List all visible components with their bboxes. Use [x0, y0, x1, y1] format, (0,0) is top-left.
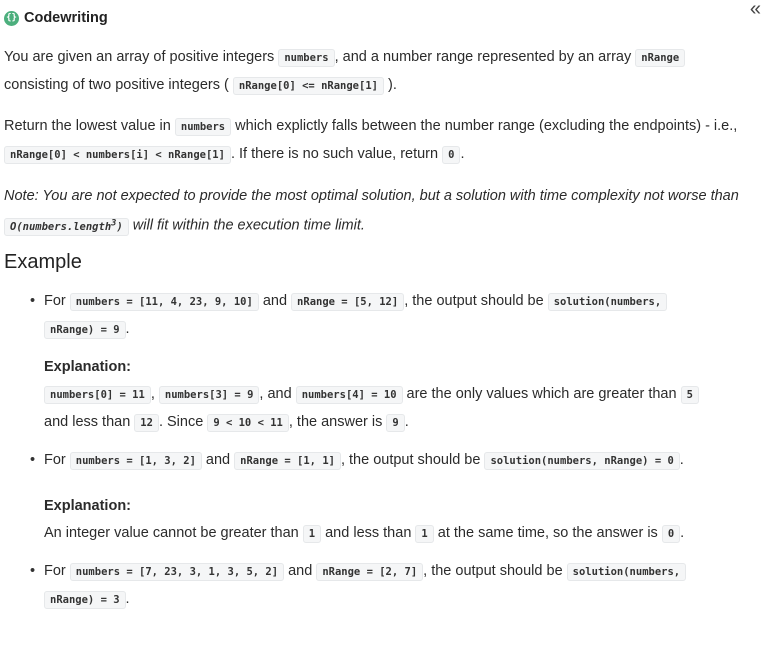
explanation-title: Explanation: — [44, 358, 132, 375]
task-description — [4, 44, 744, 624]
code-inline: numbers = [7, 23, 3, 1, 3, 5, 2] — [70, 563, 284, 581]
header — [4, 8, 108, 28]
list-item: • For numbers = [11, 4, 23, 9, 10] and nRange = [5, 12] , the output should be solution(numbers, nRange) = 9 . Explanation: numbers[0] = 11 , numbers[3] = 9 , and numbers[4] = 10 are the only values which are greater than 5 and less than 12 . Since 9 < 10 < 11 , the answer is 9 . — [30, 288, 744, 437]
list-item: • For numbers = [7, 23, 3, 1, 3, 5, 2] and nRange = [2, 7] , the output should be solution(numbers, nRange) = 3 . — [30, 558, 744, 614]
code-inline: O(numbers.length$^3$) — [4, 218, 129, 236]
code-inline: nRange[0] <= nRange[1] — [233, 77, 384, 95]
example-heading: Example — [4, 250, 82, 273]
code-inline: numbers — [175, 118, 231, 136]
code-inline: numbers[0] = 11 — [44, 386, 151, 404]
codewriting-logo-icon: {} — [4, 11, 19, 26]
code-inline: nRange — [635, 49, 685, 67]
collapse-panel-icon[interactable]: « — [749, 0, 761, 20]
code-inline: numbers[4] = 10 — [296, 386, 403, 404]
note-paragraph: Note: You are not expected to provide the most optimal solution, but a solution with time complexity not worse than O(numbers.length$^3$) will fit within the execution time limit. — [4, 188, 739, 234]
code-inline: nRange = [2, 7] — [316, 563, 423, 581]
code-inline: numbers = [11, 4, 23, 9, 10] — [70, 293, 259, 311]
code-inline: nRange[0] < numbers[i] < nRange[1] — [4, 146, 231, 164]
code-inline: 1 — [303, 525, 321, 543]
code-inline: solution(numbers, — [567, 563, 686, 581]
code-inline: numbers = [1, 3, 2] — [70, 452, 202, 470]
code-inline: nRange) = 9 — [44, 321, 126, 339]
code-inline: numbers — [278, 49, 334, 67]
code-inline: nRange) = 3 — [44, 591, 126, 609]
code-inline: solution(numbers, — [548, 293, 667, 311]
code-inline: 12 — [134, 414, 159, 432]
explanation-text: numbers[0] = 11 , numbers[3] = 9 , and numbers[4] = 10 are the only values which are greater than 5 and less than 12 . Since 9 < 10 < 11 , the answer is 9 . — [44, 381, 744, 437]
code-inline: 9 < 10 < 11 — [207, 414, 289, 432]
code-inline: solution(numbers, nRange) = 0 — [484, 452, 679, 470]
code-inline: 5 — [681, 386, 699, 404]
task-paragraph: Return the lowest value in numbers which explictly falls between the number range (excluding the endpoints) - i.e., nRange[0] < numbers[i] < nRange[1] . If there is no such value, return 0 . — [4, 118, 738, 162]
explanation-text: An integer value cannot be greater than 1 and less than 1 at the same time, so the answer is 0 . — [44, 524, 685, 541]
code-inline: 1 — [415, 525, 433, 543]
list-item: • For numbers = [1, 3, 2] and nRange = [1, 1] , the output should be solution(numbers, nRange) = 0 . Explanation: An integer value cannot be greater than 1 and less than 1 at the same time, so the answer is 0 . — [30, 447, 744, 548]
code-inline: numbers[3] = 9 — [159, 386, 260, 404]
code-inline: 9 — [386, 414, 404, 432]
page-title: Codewriting — [24, 10, 108, 26]
code-inline: nRange = [1, 1] — [234, 452, 341, 470]
code-inline: 0 — [662, 525, 680, 543]
explanation-title: Explanation: — [44, 497, 132, 514]
code-inline: nRange = [5, 12] — [291, 293, 404, 311]
code-inline: 0 — [442, 146, 460, 164]
intro-paragraph: You are given an array of positive integers numbers , and a number range represented by an array nRange consisting of two positive integers ( nRange[0] <= nRange[1] ). — [4, 44, 744, 100]
example-list — [4, 288, 744, 614]
